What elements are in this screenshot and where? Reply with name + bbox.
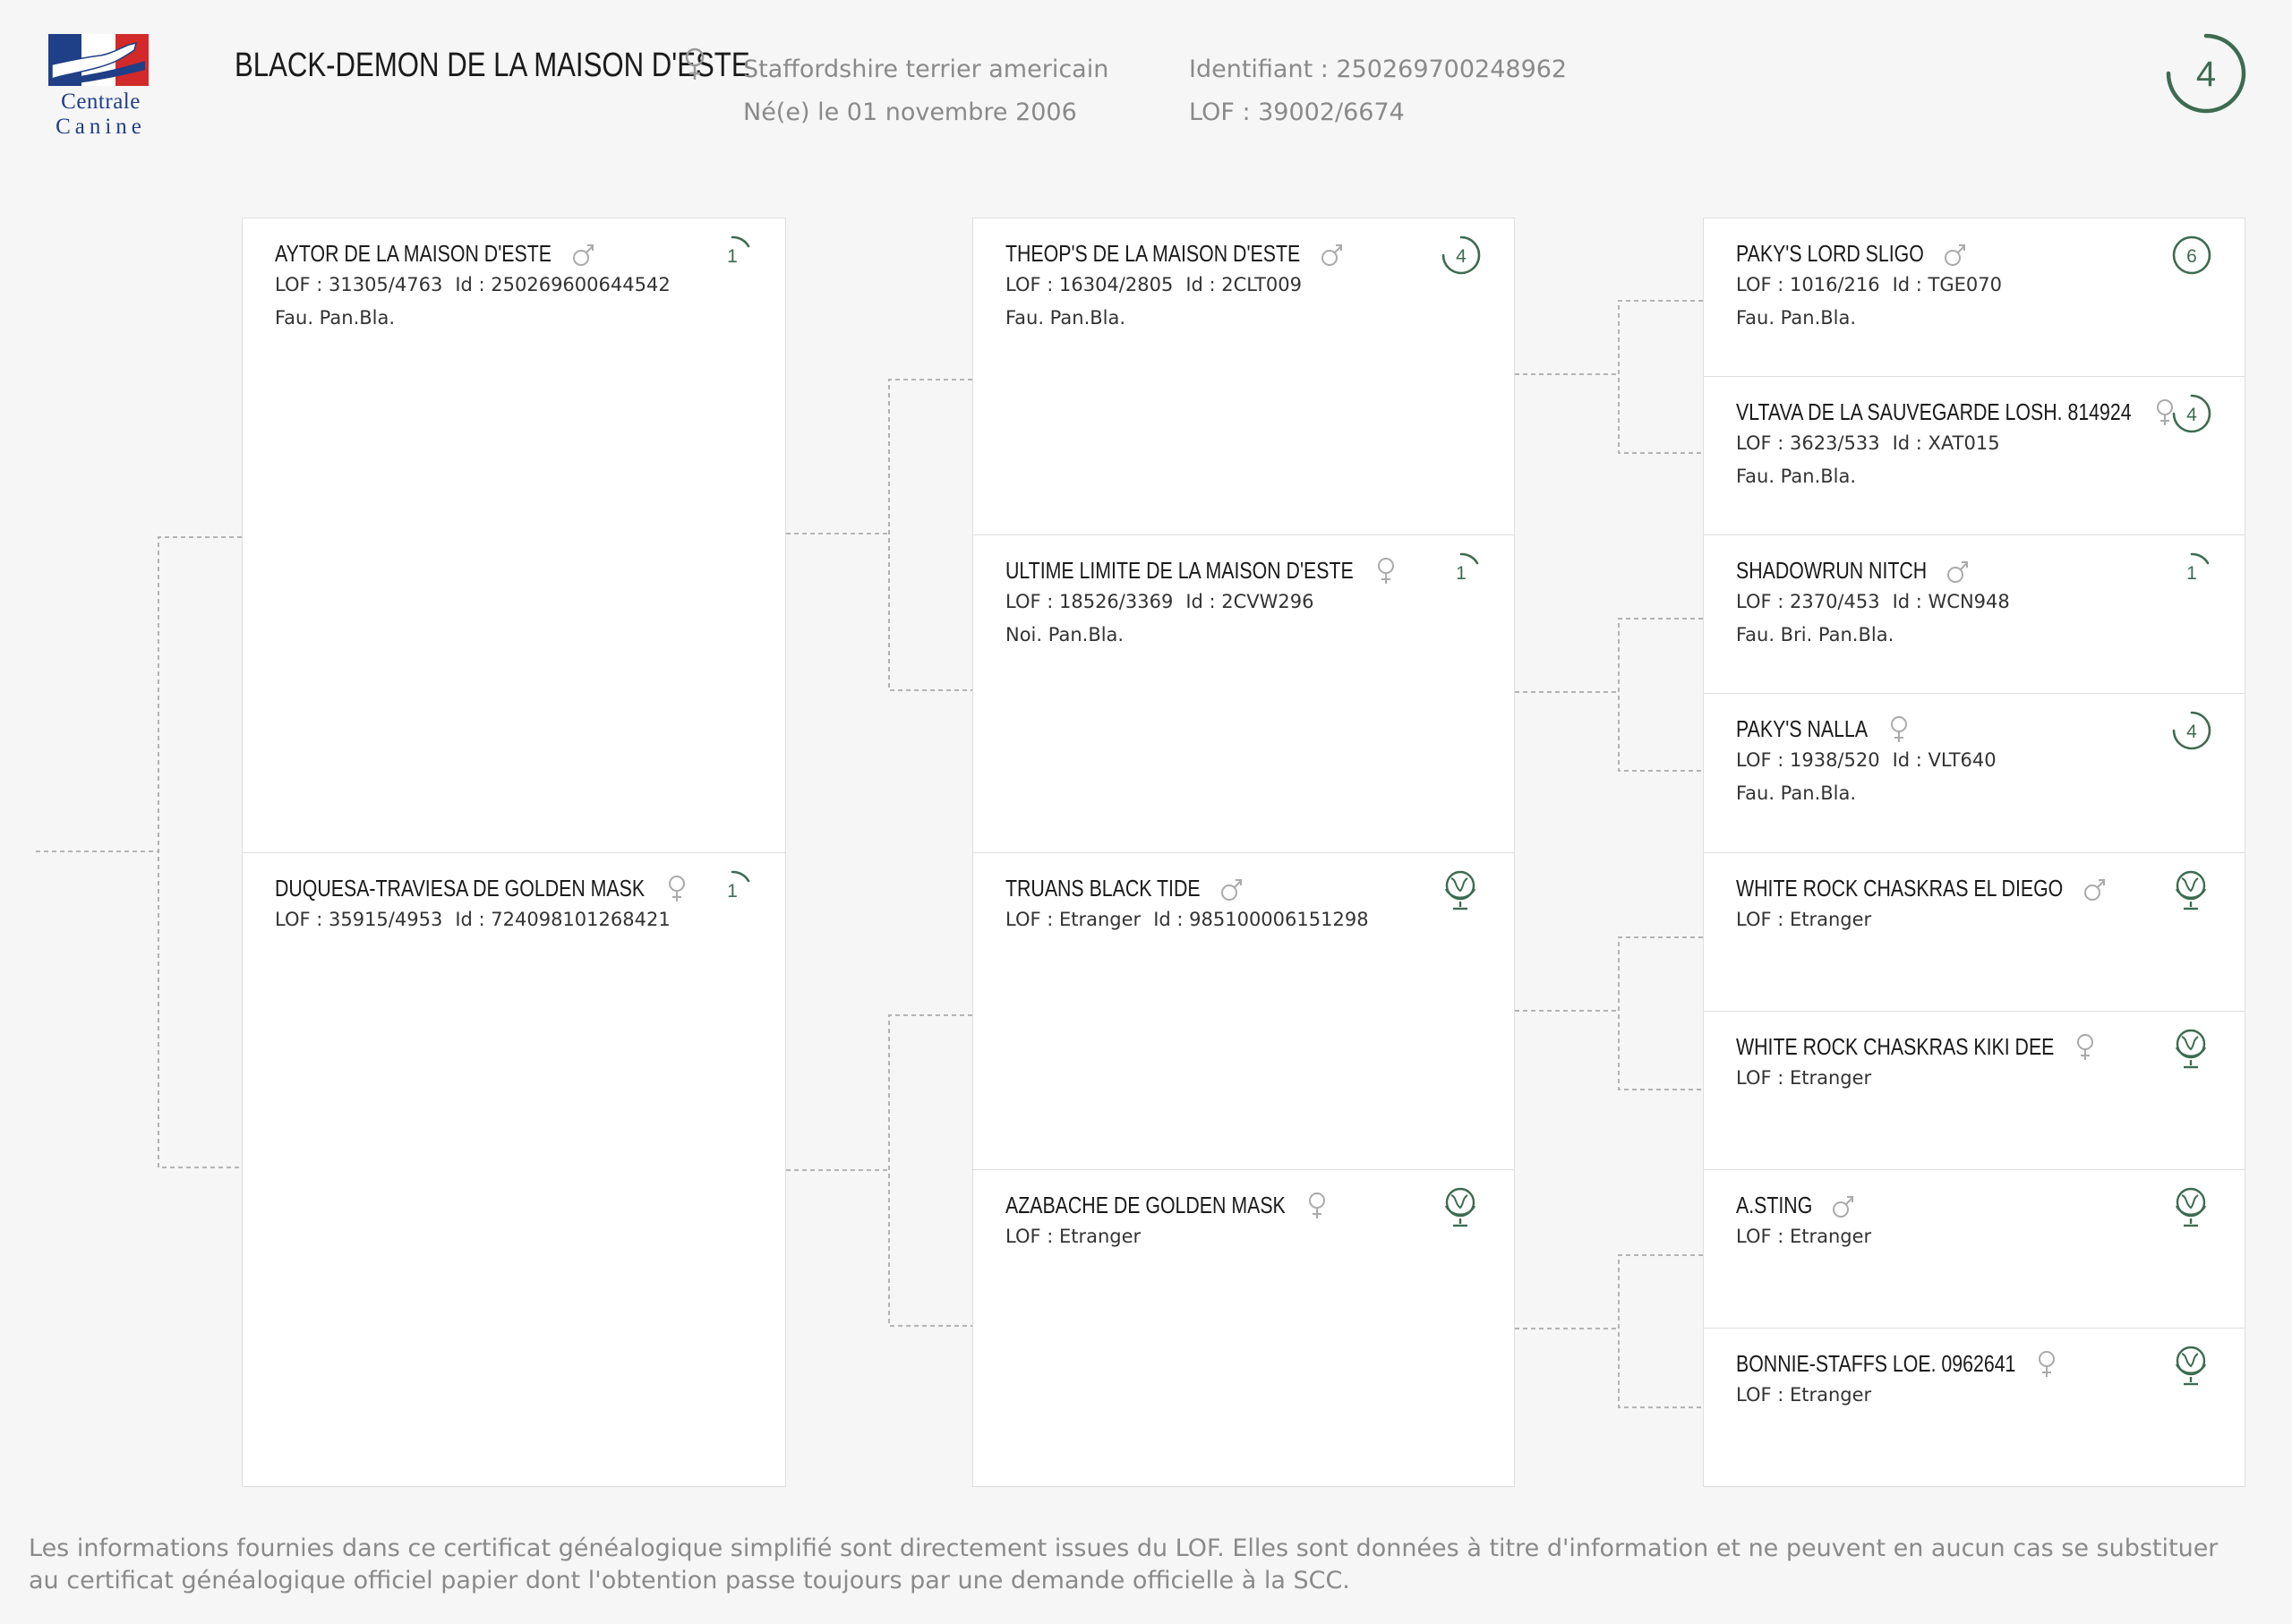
globe-icon — [2169, 1343, 2214, 1388]
dog-name[interactable]: THEOP'S DE LA MAISON D'ESTE — [1005, 240, 1301, 267]
lof-number: LOF : 31305/4763 — [275, 274, 443, 295]
lof-line — [1736, 1384, 1871, 1406]
id-number: Id : 250269600644542 — [455, 274, 671, 295]
badge-number: 4 — [2186, 722, 2197, 743]
globe-icon — [2169, 868, 2214, 912]
generation-badge — [2169, 550, 2214, 594]
dog-name[interactable]: PAKY'S LORD SLIGO — [1736, 240, 1924, 267]
male-icon — [1946, 557, 1970, 585]
female-icon — [2035, 1350, 2058, 1379]
generation-badge — [710, 868, 755, 912]
lof-number: LOF : Etranger — [1736, 1383, 1872, 1406]
lof-number: LOF : 1938/520 — [1736, 749, 1880, 772]
lof-number: LOF : 16304/2805 — [1005, 274, 1174, 295]
generation-badge — [2169, 708, 2214, 753]
generation-badge — [2169, 391, 2214, 436]
dog-name[interactable]: ULTIME LIMITE DE LA MAISON D'ESTE — [1005, 557, 1354, 585]
birth-date: Né(e) le 01 novembre 2006 — [743, 98, 1077, 126]
generation-badge — [2169, 233, 2214, 278]
lof-number: LOF : 3623/533 — [1736, 432, 1880, 455]
disclaimer: Les informations fournies dans ce certificat généalogique simplifié sont directement issues du LOF. Elles sont données à titre d'information et ne peuvent en aucun cas se substituer au certificat généalogique officiel papier dont l'obtention passe toujours par une demande officielle à la SCC. — [29, 1534, 2219, 1594]
badge-number: 1 — [2186, 563, 2197, 585]
lof-line — [275, 909, 671, 930]
pedigree-card[interactable] — [242, 218, 786, 853]
header-badge-text: 4 — [2195, 55, 2217, 94]
female-icon — [2074, 1033, 2097, 1062]
lof-line — [275, 274, 671, 295]
dog-name[interactable]: SHADOWRUN NITCH — [1736, 557, 1928, 585]
id-number: Id : 2CVW296 — [1185, 591, 1314, 613]
globe-icon — [1439, 1184, 1484, 1229]
badge-number: 4 — [1456, 246, 1467, 267]
badge-number: 4 — [2186, 405, 2197, 426]
pedigree-card[interactable] — [1703, 693, 2245, 852]
lof-line — [1736, 1067, 1871, 1089]
id-number: Id : 2CLT009 — [1185, 274, 1303, 295]
lof-number: LOF : Etranger — [1736, 908, 1872, 930]
lof-line — [1736, 1226, 1871, 1247]
logo-text-line2: Canine — [56, 115, 146, 139]
pedigree-card[interactable] — [242, 852, 786, 1488]
male-icon — [1944, 240, 1967, 269]
badge-number: 6 — [2186, 246, 2197, 267]
badge-number: 1 — [1456, 563, 1467, 585]
lof-number: LOF : Etranger — [1005, 908, 1142, 930]
coat-color: Fau. Pan.Bla. — [1736, 307, 1857, 329]
male-icon — [2083, 875, 2107, 903]
lof-number: LOF : 18526/3369 — [1005, 591, 1174, 613]
pedigree-card[interactable] — [1703, 1011, 2245, 1170]
male-icon — [1832, 1192, 1855, 1220]
lof-line — [1005, 274, 1302, 295]
lof-line — [1736, 909, 1871, 930]
pedigree-card[interactable] — [972, 1169, 1515, 1487]
dog-name[interactable]: VLTAVA DE LA SAUVEGARDE LOSH. 814924 — [1736, 398, 2132, 426]
breed: Staffordshire terrier americain — [743, 56, 1109, 83]
coat-color: Noi. Pan.Bla. — [1005, 624, 1125, 646]
male-icon — [1220, 875, 1244, 903]
dog-name[interactable]: BONNIE-STAFFS LOE. 0962641 — [1736, 1349, 2016, 1377]
lof-number: LOF : Etranger — [1005, 1225, 1142, 1247]
lof-line — [1736, 749, 1997, 771]
coat-color: Fau. Pan.Bla. — [275, 307, 396, 329]
pedigree-card[interactable] — [972, 218, 1515, 535]
pedigree-card[interactable] — [1703, 534, 2245, 694]
globe-icon — [1439, 868, 1484, 912]
lof-number: LOF : 39002/6674 — [1189, 98, 1405, 126]
id-number: Id : 724098101268421 — [455, 908, 671, 930]
id-number: Id : VLT640 — [1892, 749, 1997, 772]
lof-line — [1005, 1226, 1141, 1247]
lof-line — [1736, 274, 2002, 295]
id-number: Id : TGE070 — [1892, 274, 2002, 295]
generation-badge — [1439, 550, 1484, 594]
dog-name[interactable]: DUQUESA-TRAVIESA DE GOLDEN MASK — [275, 874, 646, 902]
coat-color: Fau. Pan.Bla. — [1005, 307, 1126, 329]
lof-number: LOF : 1016/216 — [1736, 274, 1880, 295]
lof-number: LOF : Etranger — [1736, 1225, 1872, 1247]
logo-text-line1: Centrale — [61, 90, 141, 114]
lof-number: LOF : Etranger — [1736, 1066, 1872, 1089]
pedigree-card[interactable] — [1703, 852, 2245, 1012]
generation-badge — [710, 233, 755, 278]
lof-line — [1736, 432, 2000, 454]
pedigree-card[interactable] — [1703, 1328, 2245, 1487]
dog-name[interactable]: AZABACHE DE GOLDEN MASK — [1005, 1191, 1286, 1218]
pedigree-card[interactable] — [972, 852, 1515, 1170]
generation-badge — [1439, 233, 1484, 278]
dog-name: BLACK-DEMON DE LA MAISON D'ESTE — [235, 47, 750, 84]
badge-number: 1 — [727, 880, 738, 902]
dog-name[interactable]: AYTOR DE LA MAISON D'ESTE — [275, 240, 552, 267]
pedigree-card[interactable] — [1703, 1169, 2245, 1329]
lof-number: LOF : 2370/453 — [1736, 591, 1880, 613]
lof-line — [1005, 591, 1314, 612]
female-icon — [1374, 557, 1398, 585]
dog-name[interactable]: WHITE ROCK CHASKRAS KIKI DEE — [1736, 1032, 2055, 1060]
pedigree-card[interactable] — [972, 534, 1515, 852]
pedigree-card[interactable] — [1703, 376, 2245, 535]
pedigree-card[interactable] — [1703, 218, 2245, 377]
coat-color: Fau. Bri. Pan.Bla. — [1736, 624, 1894, 646]
id-number: Id : WCN948 — [1892, 591, 2010, 613]
male-icon — [1321, 240, 1344, 269]
male-icon — [572, 240, 595, 269]
lof-number: LOF : 35915/4953 — [275, 908, 443, 930]
female-icon — [665, 875, 688, 903]
identifiant: Identifiant : 250269700248962 — [1189, 56, 1568, 83]
id-number: Id : 985100006151298 — [1153, 908, 1369, 930]
dog-name[interactable]: WHITE ROCK CHASKRAS EL DIEGO — [1736, 874, 2064, 902]
coat-color: Fau. Pan.Bla. — [1736, 782, 1857, 805]
dog-name[interactable]: TRUANS BLACK TIDE — [1005, 874, 1201, 902]
lof-line — [1005, 909, 1369, 930]
globe-icon — [2169, 1026, 2214, 1071]
dog-name[interactable]: PAKY'S NALLA — [1736, 715, 1869, 743]
dog-name[interactable]: A.STING — [1736, 1191, 1813, 1218]
globe-icon — [2169, 1184, 2214, 1229]
coat-color: Fau. Pan.Bla. — [1736, 466, 1857, 488]
badge-number: 1 — [727, 246, 738, 267]
female-icon — [1305, 1192, 1329, 1220]
id-number: Id : XAT015 — [1892, 432, 2000, 455]
lof-line — [1736, 591, 2010, 612]
female-icon — [1887, 715, 1911, 744]
